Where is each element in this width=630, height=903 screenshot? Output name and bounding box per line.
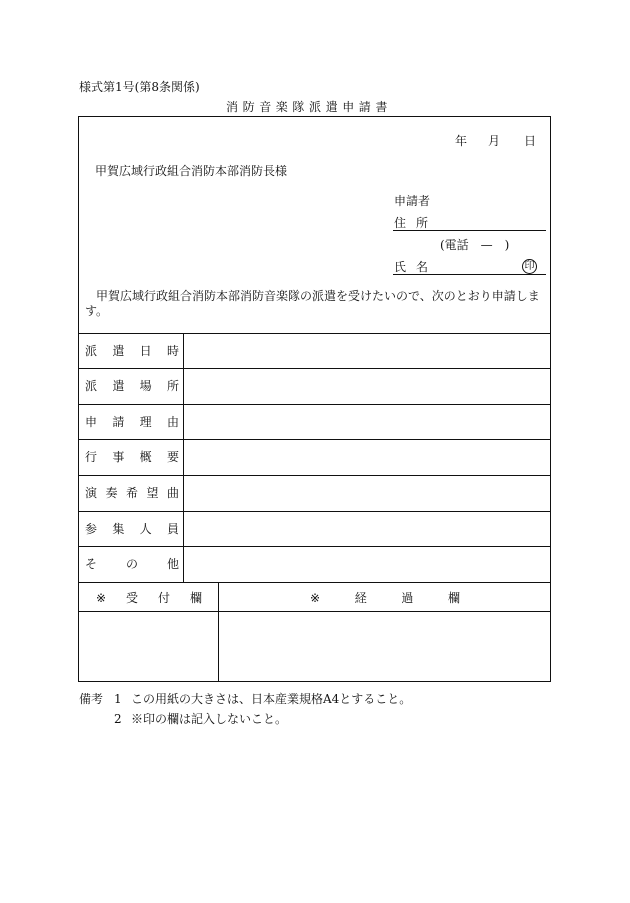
row-label-char: 所 — [166, 379, 179, 393]
table-row-line — [78, 582, 551, 583]
header-char: ※ — [96, 591, 107, 605]
row-label-char: 請 — [112, 415, 125, 429]
row-label-char: 希 — [125, 486, 138, 500]
row-label-char: 派 — [85, 344, 98, 358]
row-label-char: 演 — [85, 486, 98, 500]
office-column-divider — [218, 582, 219, 682]
row-label-char: 行 — [85, 450, 98, 464]
row-label-char: 集 — [112, 522, 125, 536]
applicant-label: 申請者 — [394, 194, 431, 208]
row-label-char: 要 — [166, 450, 179, 464]
row-label-char: 望 — [146, 486, 159, 500]
table-row-line — [78, 475, 551, 476]
dispatch-datetime-field[interactable] — [185, 336, 548, 366]
note-text: この用紙の大きさは、日本産業規格A4とすること。 — [131, 692, 412, 706]
note-number: 1 — [114, 692, 122, 706]
table-row-line — [78, 368, 551, 369]
addressee: 甲賀広域行政組合消防本部消防長様 — [95, 164, 288, 178]
reception-column-header — [96, 591, 202, 605]
row-label-char: 理 — [139, 415, 152, 429]
phone-label: (電話 — ) — [440, 238, 510, 252]
row-label-char: 員 — [166, 522, 179, 536]
table-row-line — [78, 404, 551, 405]
row-label-other — [85, 557, 179, 571]
table-top-line — [78, 333, 551, 334]
header-char: ※ — [310, 591, 321, 605]
row-label-dispatch-place — [85, 379, 179, 393]
row-label-char: 曲 — [166, 486, 179, 500]
row-label-event-summary — [85, 450, 179, 464]
row-label-char: 時 — [166, 344, 179, 358]
row-label-char: 日 — [139, 344, 152, 358]
event-summary-field[interactable] — [185, 442, 548, 472]
row-label-char: 概 — [139, 450, 152, 464]
header-char: 受 — [126, 591, 139, 605]
request-statement: 甲賀広域行政組合消防本部消防音楽隊の派遣を受けたいので、次のとおり申請します。 — [85, 289, 540, 318]
row-label-char: 派 — [85, 379, 98, 393]
row-label-char: 遣 — [112, 344, 125, 358]
progress-area — [221, 612, 549, 680]
requested-music-field[interactable] — [185, 478, 548, 508]
row-label-char: の — [125, 557, 138, 571]
name-label: 氏名 — [394, 260, 439, 274]
table-row-line — [78, 546, 551, 547]
address-label: 住所 — [394, 216, 439, 230]
header-char: 欄 — [447, 591, 460, 605]
row-label-char: 参 — [85, 522, 98, 536]
header-char: 経 — [354, 591, 367, 605]
seal-mark: 印 — [522, 259, 537, 274]
other-field[interactable] — [185, 549, 548, 579]
row-label-char: 由 — [166, 415, 179, 429]
reception-area — [80, 612, 216, 680]
row-label-char: 場 — [139, 379, 152, 393]
date-day-label: 日 — [524, 134, 537, 148]
note-number: 2 — [114, 712, 122, 726]
row-label-char: 申 — [85, 415, 98, 429]
date-year-label: 年 — [455, 134, 468, 148]
row-label-char: そ — [85, 557, 98, 571]
row-label-reason — [85, 415, 179, 429]
row-label-char: 他 — [166, 557, 179, 571]
header-char: 過 — [401, 591, 414, 605]
row-label-char: 事 — [112, 450, 125, 464]
header-char: 欄 — [189, 591, 202, 605]
row-label-char: 人 — [139, 522, 152, 536]
dispatch-place-field[interactable] — [185, 371, 548, 401]
progress-column-header — [310, 591, 460, 605]
row-label-attendance — [85, 522, 179, 536]
note-text: ※印の欄は記入しないこと。 — [131, 712, 288, 726]
row-label-char: 奏 — [105, 486, 118, 500]
name-underline — [393, 274, 546, 275]
notes-label: 備考 — [79, 692, 104, 706]
attendance-field[interactable] — [185, 514, 548, 544]
label-column-divider — [183, 333, 184, 582]
row-label-dispatch-datetime — [85, 344, 179, 358]
row-label-char: 遣 — [112, 379, 125, 393]
row-label-requested-music — [85, 486, 179, 500]
table-row-line — [78, 511, 551, 512]
date-month-label: 月 — [488, 134, 501, 148]
form-id: 様式第1号(第8条関係) — [79, 80, 200, 94]
form-title: 消防音楽隊派遣申請書 — [226, 100, 393, 114]
reason-field[interactable] — [185, 407, 548, 437]
header-char: 付 — [157, 591, 170, 605]
address-underline — [393, 230, 546, 231]
table-row-line — [78, 439, 551, 440]
